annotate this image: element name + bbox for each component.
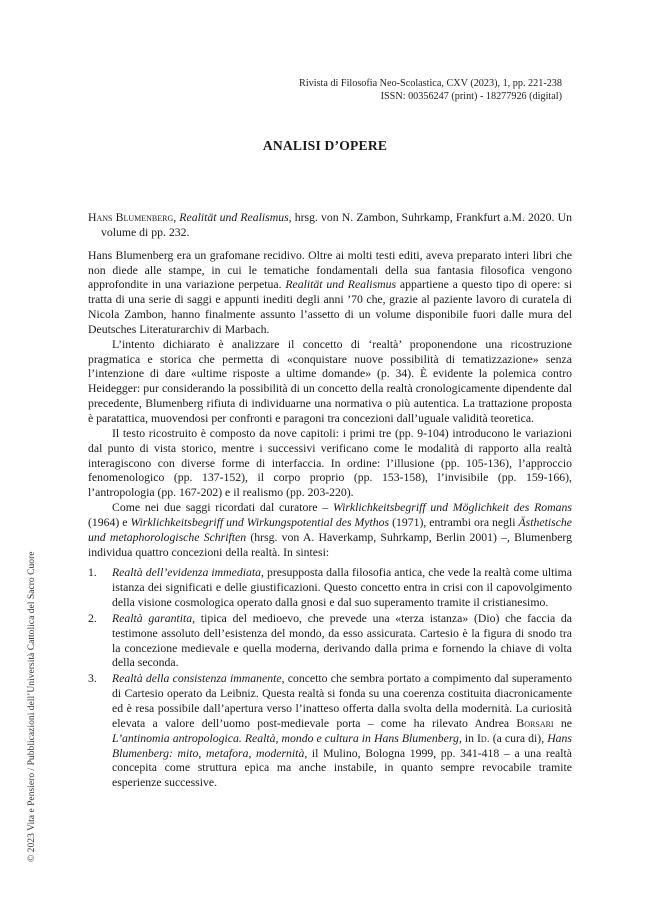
paragraph-4-text-b: (1964) e: [88, 515, 131, 529]
review-author: Hans Blumenberg: [88, 211, 174, 224]
paragraph-1-text-b: appartiene a questo tipo di opere: si tratta di una serie di saggi e appunti inediti degli anni ’70 che, grazie al paziente lavoro di curatela di Nicola Zambon, hanno finalmente assunto l’assetto di un volume disponibile fuori dalle mura del Deutsches Literaturarchiv di Marbach.: [88, 278, 572, 336]
list-item-title: Realtà garantita: [112, 611, 193, 625]
paragraph-2: L’intento dichiarato è analizzare il concetto di ‘realtà’ proponendone una ricostruzione pragmatica e storica che permetta di «conquistare nuove possibilità di tematizzazione» senza l’intenzione di dare «ultime risposte a ultime domande» (p. 34). È evidente la polemica contro Heidegger: pur considerando la possibilità di un concetto della realtà cronologicamente dipendente dal precedente, Blumenberg rifiuta di individuarne una normativa o più autentica. La trattazione proposta è paratattica, muovendosi per confronti e paragoni tra concezioni dall’uguale validità teoretica.: [88, 337, 572, 425]
review-bibliographic-entry: [88, 211, 572, 241]
paragraph-3: Il testo ricostruito è composto da nove capitoli: i primi tre (pp. 9-104) introducono le variazioni dal punto di vista storico, mentre i successivi verificano come le modalità di rapporto alla realtà interagiscono con diverse forme di interfaccia. In ordine: l’illusione (pp. 105-136), l’approccio fenomenologico (pp. 137-152), il corpo proprio (pp. 153-158), l’invisibile (pp. 159-166), l’antropologia (pp. 167-202) e il realismo (pp. 203-220).: [88, 426, 572, 500]
list-item: [88, 672, 572, 791]
section-title: ANALISI D’OPERE: [262, 138, 388, 153]
list-item: [88, 566, 572, 611]
copyright-sidenote: © 2023 Vita e Pensiero / Pubblicazioni dell’Università Cattolica del Sacro Cuore: [26, 551, 37, 862]
journal-issn: ISSN: 00356247 (print) - 18277926 (digital): [380, 91, 562, 103]
list-item-text: , tipica del medioevo, che prevede una «terza istanza» (Dio) che faccia da testimone assoluto dell’esistenza del mondo, da esso assicurata. Cartesio è la figura di snodo tra la concezione medievale e quella moderna, derivando dalla prima e fornendo la chiave di volta della seconda.: [112, 611, 572, 670]
review-book-title: Realität und Realismus: [179, 211, 289, 224]
list-item-title: Realtà dell’evidenza immediata: [112, 566, 261, 580]
cited-author: Borsari: [516, 716, 554, 730]
paragraph-4-text-d: (hrsg. von A. Haverkamp, Suhrkamp, Berlin 2001) –, Blumenberg individua quattro concezioni della realtà. In sintesi:: [88, 530, 572, 559]
list-item-text: ne: [553, 716, 572, 730]
list-item-text: , il Mulino, Bologna 1999, pp. 341-418 – a una realtà concepita come struttura epica ma anche instabile, in quanto sempre revocabile tramite esperienze successive.: [112, 746, 572, 790]
paragraph-4-text-c: (1971), entrambi ora negli: [389, 515, 519, 529]
paragraph-4: [88, 501, 572, 560]
list-item: [88, 612, 572, 671]
article-body: [88, 211, 572, 792]
concepts-list: [88, 566, 572, 791]
paragraph-4-text-a: Come nei due saggi ricordati dal curatore –: [112, 501, 333, 515]
list-item-title: Realtà della consistenza immanente: [112, 672, 282, 686]
list-item-number: 2.: [88, 611, 97, 625]
list-item-text: , in: [458, 731, 478, 745]
paragraph-1-italic: Realität und Realismus: [285, 278, 397, 292]
list-item-number: 1.: [88, 566, 97, 580]
cited-title: L’antinomia antropologica. Realtà, mondo e cultura in Hans Blumenberg: [112, 731, 459, 745]
list-item-text: , concetto che sembra portato a compimento dal superamento di Cartesio operato da Leibniz. Questa realtà si fonda su una coerenza costituita diacronicamente ed è resa possibile dall’apertura verso l’inatteso offerta dalla svolta della modernità. La curiosità elevata a valore dell’uomo post-medievale porta – come ha rilevato Andrea: [112, 672, 572, 730]
cited-ibidem: Id: [477, 731, 487, 745]
review-book-details: , hrsg. von N. Zambon, Suhrkamp, Frankfurt a.M. 2020. Un volume di pp. 232.: [101, 211, 572, 239]
journal-citation: Rivista di Filosofia Neo-Scolastica, CXV (2023), 1, pp. 221-238: [299, 78, 562, 89]
review-separator: ,: [173, 211, 180, 224]
cited-volume-title: Hans Blumenberg: mito, metafora, modernità: [112, 731, 572, 760]
list-item-text: . (a cura di),: [486, 731, 548, 745]
list-item-text: , presupposta dalla filosofia antica, che vede la realtà come ultima istanza dei significati e delle giustificazioni. Questo concetto entra in crisi con il capovolgimento della visione cosmologica operato dalla gnosi e dal suo superamento tramite il cristianesimo.: [112, 566, 572, 610]
journal-header: [222, 77, 562, 103]
paragraph-4-italic-3: Ästhetische und metaphorologische Schriften: [88, 515, 572, 544]
paragraph-4-italic-2: Wirklichkeitsbegriff und Wirkungspotential des Mythos: [130, 515, 390, 529]
paragraph-1: [88, 249, 572, 338]
paragraph-4-italic-1: Wirklichkeitsbegriff und Möglichkeit des Romans: [332, 501, 572, 515]
list-item-number: 3.: [88, 672, 97, 686]
paragraph-1-text-a: Hans Blumenberg era un grafomane recidivo. Oltre ai molti testi editi, aveva preparato interi libri che non diede alle stampe, in cui le tematiche fondamentali della sua fantasia filosofica vengono approfondite in una variazione perpetua.: [88, 248, 572, 292]
